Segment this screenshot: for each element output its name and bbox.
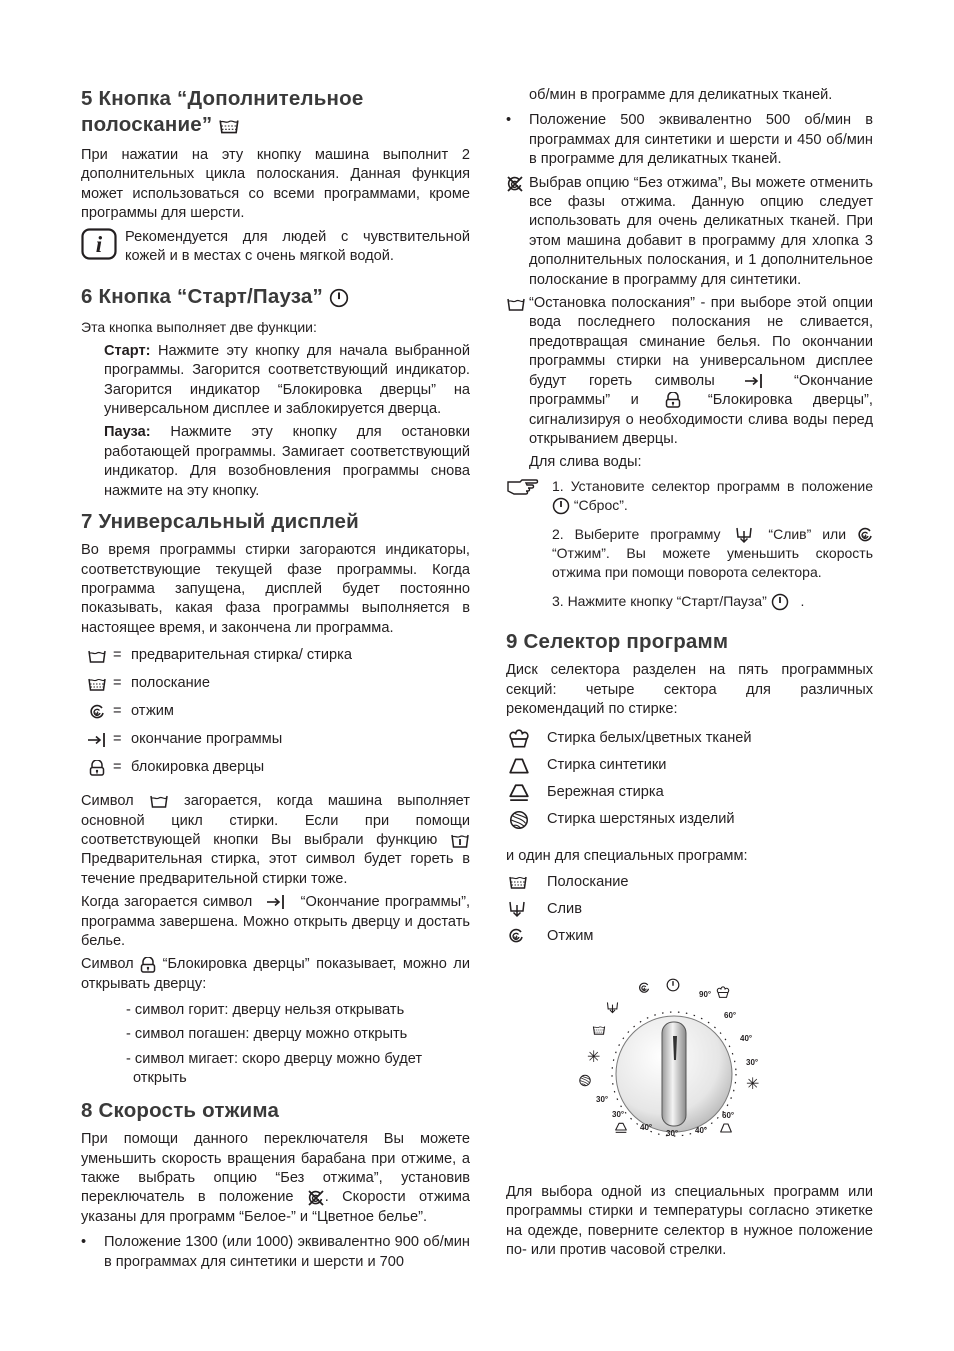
section-8-text: При помощи данного переключателя Вы можете уменьшить скорость вращения барабана при отжиме, а также выбрать опцию “Без отжима”, установив переключатель в положение . Скорости отжима указаны для программ “Белое-” и “Цветное белье”. [81,1131,471,1225]
dial-label: 30° [666,1129,679,1138]
dial-label: 30° [596,1095,609,1104]
legend-item: = отжим [81,698,470,726]
prewash-icon [450,831,470,849]
delicates-icon [506,783,547,803]
section-6-title: 6 Кнопка “Старт/Пауза” [81,284,470,310]
info-note [81,228,470,267]
legend-item: = блокировка дверцы [81,754,470,782]
power-icon [771,593,789,611]
list-item: - символ горит: дверцу нельзя открывать [126,1002,405,1019]
step-2: 2. Выберите программу “Слив” или “Отжим”. Вы можете уменьшить скорость отжима при помощи поворота селектора. [552,525,873,581]
list-item: Отжим [506,923,873,950]
dial-label: 40° [640,1123,653,1132]
rinse-icon [218,117,240,135]
spin-icon [506,928,547,944]
drain-icon [735,526,753,544]
step-1: 1. Установите селектор программ в положение “Сброс”. [552,477,873,516]
no-spin-icon [506,175,529,193]
end-arrow-icon [265,894,287,910]
list-item: Слив [506,896,873,923]
synthetics-icon [506,756,547,776]
continued-text: об/мин в программе для деликатных тканей. [529,87,833,103]
wool-icon [506,810,547,830]
delicates-icon [616,1123,627,1132]
power-icon [667,979,679,991]
end-arrow-icon [743,373,765,389]
pause-text: Нажмите эту кнопку для остановки работающей программы. Замигает соответствующий индикатор. Для возобновления программы снова нажмите на эту кнопку. [104,424,470,499]
dial-label: 40° [740,1034,753,1043]
section-9-title: 9 Селектор программ [506,630,729,654]
list-item: - символ погашен: дверцу можно открыть [126,1026,408,1043]
rinse-hold-note: “Остановка полоскания” - при выборе этой опции вода последнего полоскания не сливается, предотвращая сминание белья. По окончании программы стирки на универсальном дисплее будут гореть символы “Окончание программы” и “Блокировка дверцы”, сигнализируя о необходимости слива воды перед открыванием дверцы. [506,294,873,449]
section-5-title: 5 Кнопка “Дополнительное полоскание” [81,87,364,136]
list-item: Бережная стирка [506,779,873,806]
door-lock-icon [81,760,113,776]
section-6-intro: Эта кнопка выполняет две функции: [81,319,317,336]
dial-label: 60° [724,1011,737,1020]
cotton-icon [717,987,728,998]
no-spin-icon [307,1189,325,1207]
rinse-icon [81,676,113,692]
list-item: • Положение 500 эквивалентно 500 об/мин в программах для синтетики и шерсти и 450 об/мин в программе для деликатных тканей. [506,112,873,168]
section-9-text: Диск селектора разделен на пять программных секций: четыре сектора для различных рекомендаций по стирке: [506,662,873,717]
spin-icon [640,983,649,992]
door-lock-icon [665,392,681,408]
wash-tub-icon [81,648,113,664]
asterisk-icon: ✳ [746,1074,760,1093]
section-5-text: При нажатии на эту кнопку машина выполнит 2 дополнительных цикла полоскания. Данная функция может использоваться со всеми программами, кроме программы для шерсти. [81,147,470,222]
wash-tub-icon [149,793,169,809]
dial-label: 40° [695,1126,708,1135]
rinse-icon [593,1027,604,1035]
list-item: Полоскание [506,869,873,896]
program-list [506,725,873,833]
right-column [506,86,873,1259]
drain-icon [607,1002,617,1012]
wool-icon [580,1075,591,1086]
lock-symbol-text: Символ “Блокировка дверцы” показывает, можно ли открывать дверцу: [81,956,470,992]
spin-icon [81,704,113,720]
start-description [104,342,470,420]
list-item: - символ мигает: скоро дверцу можно будет [126,1051,423,1068]
rinse-icon [506,874,547,890]
asterisk-icon: ✳ [587,1047,601,1066]
start-text: Нажмите эту кнопку для начала выбранной программы. Загорится соответствующий индикатор. Загорится индикатор “Блокировка дверцы” на универсальном дисплее и заблокируется дверца. [104,342,471,418]
special-intro: и один для специальных программ: [506,848,748,865]
list-item: Стирка белых/цветных тканей [506,725,873,752]
dial-label: 90° [699,990,712,999]
program-selector-dial [574,978,814,1168]
end-arrow-icon [81,732,113,748]
dial-label: 30° [746,1058,759,1067]
drain-icon [506,900,547,918]
section-7-text: Во время программы стирки загораются индикаторы, соответствующие текущей фазе программы. Когда программа запущена, дисплей будет постоянно показывать, какая фаза программы выполняется в настоящее время, и закончена ли программа. [81,542,470,636]
list-item: открыть [133,1070,187,1087]
list-item: • Положение 1300 (или 1000) эквивалентно 900 об/мин в программах для синтетики и шерсти и 700 [81,1234,470,1270]
no-spin-note: Выбрав опцию “Без отжима”, Вы можете отменить все фазы отжима. Данную опцию следует использовать для очень деликатных тканей. При этом машина добавит в программу для хлопка 3 дополнительных полоскания, и 1 дополнительное полоскание в программу для синтетики. [506,174,873,290]
power-icon [329,288,349,308]
info-icon [81,228,121,260]
drain-intro: Для слива воды: [529,454,642,471]
legend-item: = окончание программы [81,726,470,754]
legend-item: = полоскание [81,670,470,698]
start-label: Старт: [104,342,151,359]
final-text: Для выбора одной из специальных программ или программы стирки и температуры согласно этикетке на одежде, поверните селектор в нужное положение по- или против часовой стрелки. [506,1184,873,1259]
pointing-hand-icon [506,477,552,497]
spin-icon [857,527,873,543]
door-lock-icon [140,957,156,973]
drain-steps [506,477,873,611]
lock-states-list [126,998,470,1088]
end-symbol-text: Когда загорается символ “Окончание программы”, программа завершена. Можно открыть дверцу и достать белье. [81,894,471,949]
list-item: Стирка синтетики [506,752,873,779]
dial-label: 30° [612,1110,625,1119]
dial-label: 60° [722,1111,735,1120]
special-program-list [506,869,873,950]
info-note-text: Рекомендуется для людей с чувствительной кожей и в местах с очень мягкой водой. [125,228,470,265]
pause-label: Пауза: [104,424,151,441]
synthetics-icon [721,1124,732,1132]
step-3: 3. Нажмите кнопку “Старт/Пауза” . [552,592,873,611]
wash-tub-icon [506,296,529,312]
section-8-title: 8 Скорость отжима [81,1099,280,1123]
pause-description [104,423,470,501]
power-icon [552,497,570,515]
legend-item: = предварительная стирка/ стирка [81,642,470,670]
section-7-title: 7 Универсальный дисплей [81,510,359,534]
left-column [81,86,470,1272]
list-item: Стирка шерстяных изделий [506,806,873,833]
cotton-icon [506,729,547,749]
display-legend [81,642,470,782]
wash-symbol-text: Символ загорается, когда машина выполняет основной цикл стирки. Если при помощи соответствующей кнопки Вы выбрали функцию Предварительная стирка, этот символ будет гореть в течение предварительной стирки тоже. [81,793,470,887]
